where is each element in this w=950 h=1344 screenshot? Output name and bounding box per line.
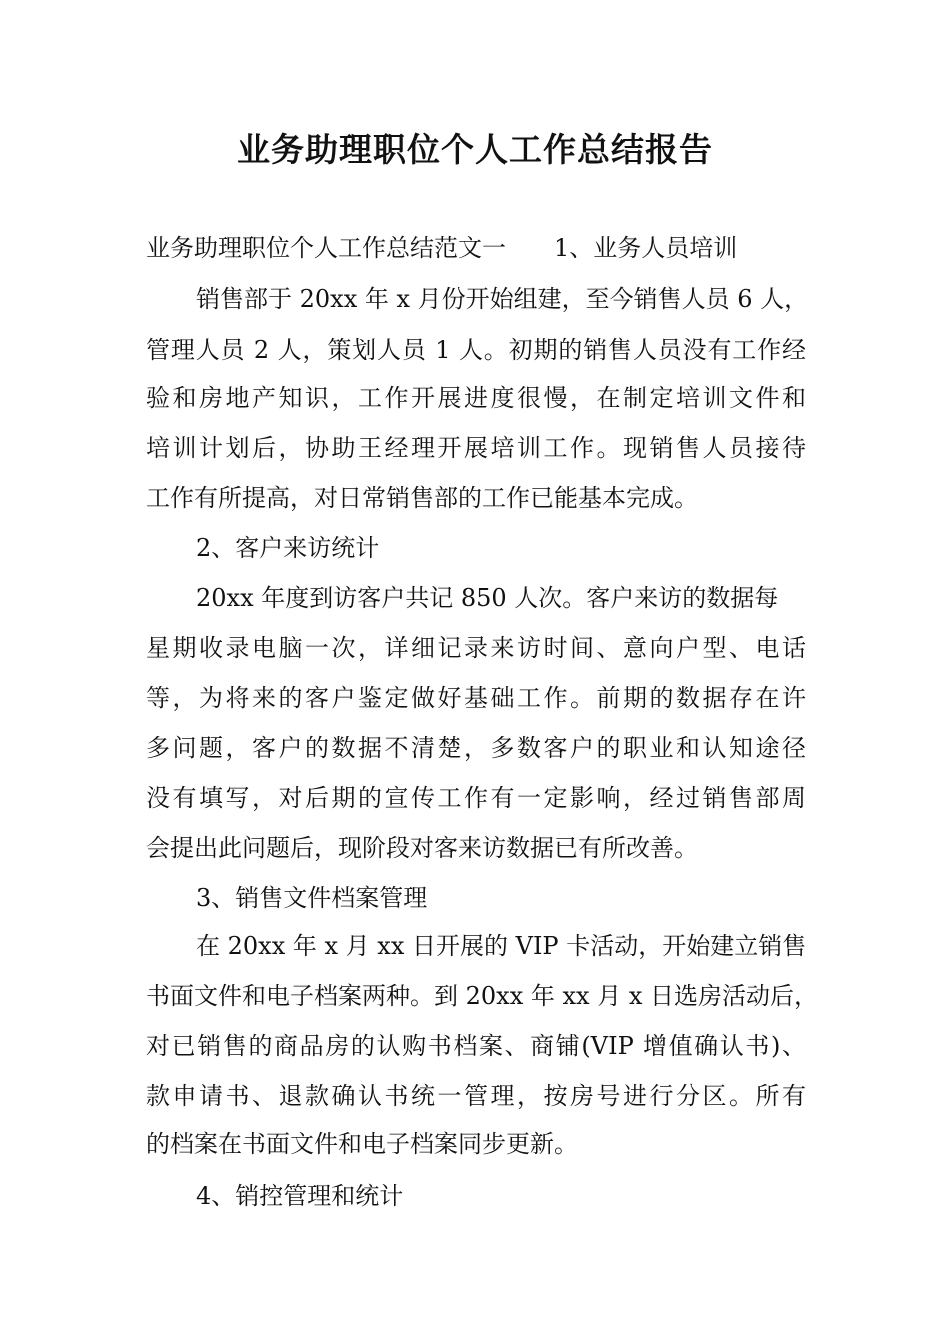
section-heading-2: 2、客户来访统计 — [196, 534, 380, 562]
document-subtitle: 业务助理职位个人工作总结范文一 — [146, 234, 506, 262]
paragraph-3-line-1: 在 20xx 年 x 月 xx 日开展的 VIP 卡活动，开始建立销售 — [196, 932, 807, 960]
document-title: 业务助理职位个人工作总结报告 — [237, 130, 713, 169]
section-heading-3: 3、销售文件档案管理 — [196, 884, 428, 912]
paragraph-2-line-1: 20xx 年度到访客户共记 850 人次。客户来访的数据每 — [196, 584, 779, 612]
section-heading-1: 1、业务人员培训 — [554, 234, 738, 262]
paragraph-3-line-3: 对已销售的商品房的认购书档案、商铺(VIP 增值确认书)、 — [146, 1032, 806, 1060]
paragraph-2-line-2: 星期收录电脑一次，详细记录来访时间、意向户型、电话 — [146, 634, 806, 662]
paragraph-1-line-3: 验和房地产知识，工作开展进度很慢，在制定培训文件和 — [146, 384, 806, 412]
paragraph-3-line-4: 款申请书、退款确认书统一管理，按房号进行分区。所有 — [146, 1082, 806, 1110]
paragraph-3-line-5: 的档案在书面文件和电子档案同步更新。 — [146, 1130, 578, 1158]
paragraph-3-line-2: 书面文件和电子档案两种。到 20xx 年 xx 月 x 日选房活动后， — [146, 982, 818, 1010]
paragraph-2-line-6: 会提出此问题后，现阶段对客来访数据已有所改善。 — [146, 834, 698, 862]
paragraph-2-line-4: 多问题，客户的数据不清楚，多数客户的职业和认知途径 — [146, 734, 806, 762]
paragraph-2-line-5: 没有填写，对后期的宣传工作有一定影响，经过销售部周 — [146, 784, 806, 812]
subtitle-line — [146, 233, 737, 263]
paragraph-1-line-1: 销售部于 20xx 年 x 月份开始组建，至今销售人员 6 人， — [196, 285, 809, 313]
paragraph-1-line-4: 培训计划后，协助王经理开展培训工作。现销售人员接待 — [146, 434, 806, 462]
paragraph-1-line-2: 管理人员 2 人，策划人员 1 人。初期的销售人员没有工作经 — [146, 336, 806, 364]
paragraph-2-line-3: 等，为将来的客户鉴定做好基础工作。前期的数据存在许 — [146, 684, 806, 712]
section-heading-4: 4、销控管理和统计 — [196, 1182, 404, 1210]
paragraph-1-line-5: 工作有所提高，对日常销售部的工作已能基本完成。 — [146, 484, 698, 512]
